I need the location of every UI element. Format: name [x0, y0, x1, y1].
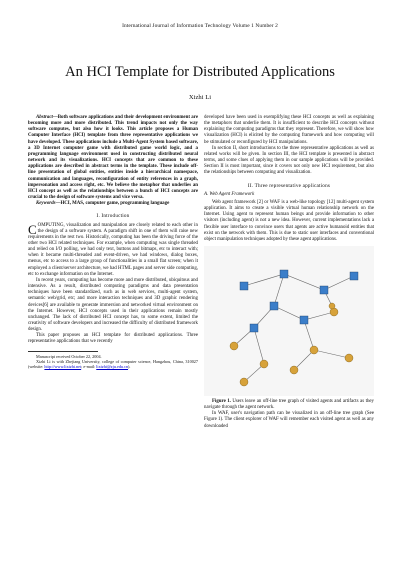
- agent-node: [240, 282, 248, 290]
- figure-caption-text: Users leave an off-line tree graph of visited agents and artifacts as they navigate through the agent network.: [204, 398, 375, 411]
- subsection-heading-waf: A. Web Agent Framework: [204, 191, 255, 197]
- agent-node: [320, 286, 328, 294]
- artifact-node: [345, 354, 353, 362]
- artifact-node: [230, 342, 238, 350]
- intro-paragraph-2: In recent years, computing has become more and more distributed, ubiquitous and intensive. As a result, distributed computing paradigms and data presentation techniques have been standardized, such as in web services, multi-agent system, semantic web/grid, etc; and more interaction techniques and 3D graphic rendering devices[6] are available to generate immersion and networked virtual environment on the Internet. However, HCI concepts used in their applications remain mostly unchanged. The lack of distributed HCI concept has, to some extent, limited the creativity of software developers and increased the difficulty of distributed framework design.: [28, 277, 198, 333]
- footnote-email-link[interactable]: lixizhi@zju.edu.cn: [96, 364, 129, 370]
- footnote-website-link[interactable]: http://www.lixizhi.net: [44, 364, 82, 370]
- footnote-author: [28, 359, 198, 369]
- waf-paragraph-2: In WAF, user's navigation path can be visualized in an off-line tree graph (See Figure 1). The client explorer of WAF will remember each visited agent as well as any downloaded: [204, 411, 374, 429]
- figure-1-graphic: [204, 246, 374, 396]
- artifact-node: [310, 346, 318, 354]
- artifact-node: [260, 360, 268, 368]
- artifact-node: [290, 366, 298, 374]
- figure-1: [204, 246, 374, 396]
- agent-node: [250, 324, 258, 332]
- intro-paragraph-1: [28, 223, 198, 278]
- footnote-author-text: Xizhi Li is with Zhejiang University, college of computer science, Hangzhou, China, 310027 (website:: [28, 358, 198, 370]
- abstract-label: Abstract: [36, 115, 53, 120]
- keywords-label: Keywords: [36, 201, 56, 207]
- keywords-text: —HCI, MAS, computer game, programming language: [55, 201, 170, 207]
- drop-cap: C: [28, 221, 37, 237]
- footnote-divider: [28, 351, 98, 352]
- figure-background: [204, 246, 374, 396]
- keywords: [28, 201, 198, 207]
- agent-node: [280, 270, 288, 278]
- intro-paragraph-3: This paper proposes an HCI template for distributed applications. Three representative applications that we recently: [28, 333, 198, 345]
- right-paragraph-2: In section II, short introductions to the three representative applications as well as related works will be given. In section III, the HCI template is presented in abstract terms, and some clues of applying them in our sample applications will be provided. Section II is most important, since it covers not only new HCI requirement, but also the relationships between computing and visualization.: [204, 145, 374, 176]
- artifact-node: [240, 378, 248, 386]
- abstract-text: —Both software applications and their development environment are becoming more and more distributed. This trend impacts not only the way software computes, but also how it looks. This article proposes a Human Computer Interface (HCI) template from three representative applications we have developed. These applications include a Multi-Agent System based software, a 3D Internet computer game with distributed game world logic, and a programming language environment used in constructing distributed neural network and its visualizations. HCI concepts that are common to these applications are described in abstract terms in the template. These include off-line presentation of global entities, entities inside a hierarchical namespace, communication and languages, reconfiguration of entity references in a graph, impersonation and access right, etc. We believe the metaphor that underlies an HCI concept as well as the relationships between a bunch of HCI concepts are crucial to the design of software systems and vice versa.: [28, 115, 198, 201]
- journal-header: International Journal of Information Technology Volume 1 Number 2: [122, 23, 278, 29]
- left-column: [28, 115, 198, 369]
- footnote-close: ).: [128, 364, 131, 370]
- artifact-node: [330, 308, 338, 316]
- intro-paragraph-1-text: OMPUTING, visualization and manipulation are closely related to each other in the design of a software system. A paradigm shift in one of them will raise new requirements in the rest two. Historically, computing has been the driving force of the other two HCI related techniques. For example, when computing was single threaded and relied on I/O polling, we had only text, buttons and bitmaps, etc to interact with; when it became multi-threaded and event-driven, we had windows, dialog boxes, menus, etc to access to a large group of functionalities in a small flat screen; when it employed a client/server architecture, we had HTML pages and server side computing, etc to exchange information on the Internet.: [28, 222, 198, 277]
- right-column: [204, 115, 374, 430]
- author-name: Xizhi Li: [188, 94, 212, 101]
- waf-paragraph-1: Web agent framework [2] or WAF is a web-like topology [12] multi-agent system application. It aims to create a visible virtual human relationship network on the Internet. Using agent to represent human beings and provide information to other visitors (including agent) is not a new idea. However, current implementations lack a flexible user interface to convince users that agents are active humanoid entities that exist on the network with them. This is due to static user interfaces and conventional object manipulation techniques adopted by these agent applications.: [204, 199, 374, 242]
- footnote-email-label: ; e-mail:: [81, 364, 97, 370]
- section-heading-introduction: I. Introduction: [96, 213, 130, 220]
- right-paragraph-1: developed have been used in exemplifying these HCI concepts as well as explaining the metaphors that underlie them. It is insufficient to describe HCI concepts without explaining the computing paradigms that they represent. Therefore, we will show how visualization (HCI) is elicited by the computing framework and how computing will be stimulated or reconfigured by HCI manipulations.: [204, 115, 374, 145]
- agent-node: [300, 316, 308, 324]
- figure-caption-label: Figure 1.: [212, 398, 231, 404]
- artifact-node: [329, 303, 335, 309]
- figure-1-caption: [204, 399, 374, 411]
- section-heading-applications: II. Three representative applications: [247, 182, 331, 189]
- paper-title: An HCI Template for Distributed Applications: [65, 64, 335, 80]
- footnote-manuscript: Manuscript received October 22, 2004.: [36, 353, 102, 359]
- abstract: [28, 115, 198, 201]
- agent-node: [350, 272, 358, 280]
- agent-node: [270, 302, 278, 310]
